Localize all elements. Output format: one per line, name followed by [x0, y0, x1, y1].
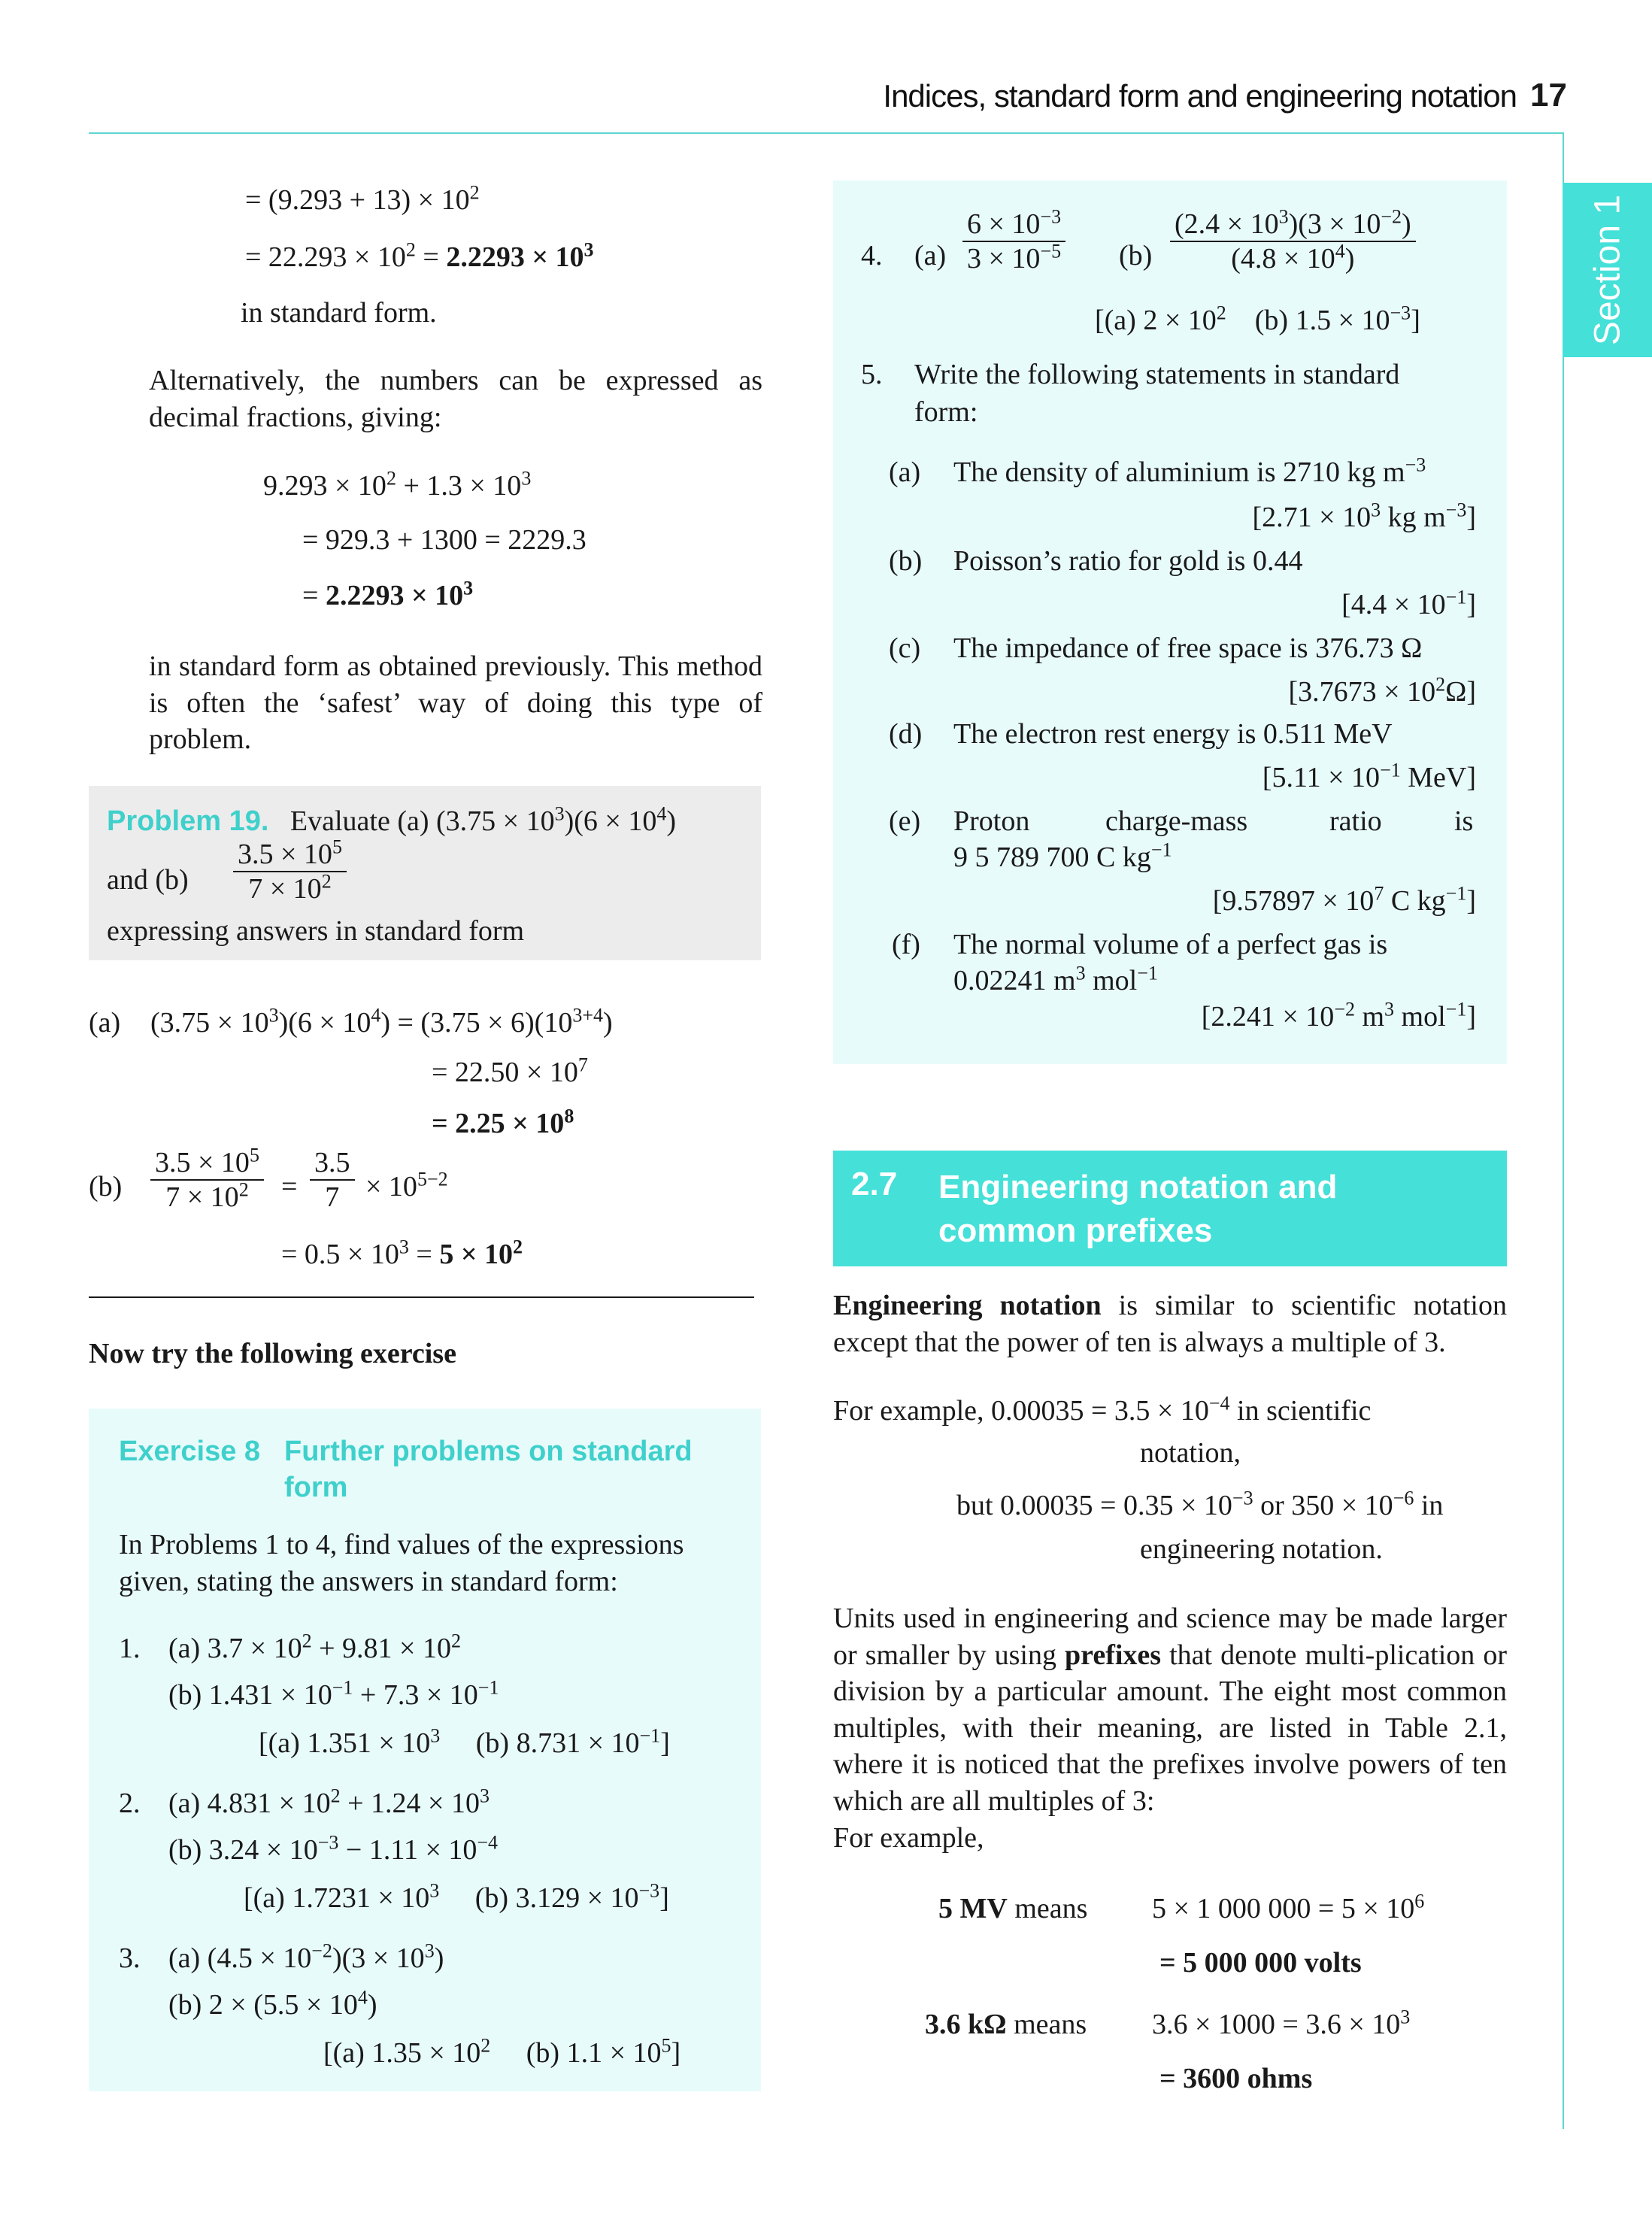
example-line: For example, $0.00035 = 3.5 \times 10^{-4}$ in scientific [833, 1392, 1372, 1427]
solution-b-result: = $0.5 \times 10^3 = 5 \times 10^2$ [281, 1236, 523, 1270]
item-answer: [$2.241 \times 10^{-2}$ $m^3$ mol$^{-1}$] [1201, 998, 1476, 1033]
problem-2-number: 2. [119, 1788, 141, 1819]
item-text: The electron rest energy is 0.511 MeV [953, 718, 1393, 750]
section-tab [1563, 183, 1652, 357]
item-answer: $[3.7673 \times 10^2\Omega]$ [1288, 673, 1476, 708]
exercise-intro: In Problems 1 to 4, find values of the expressions given, stating the answers in standard form: [119, 1529, 684, 1597]
solution-a-result: = $2.25 \times 10^8$ [432, 1105, 574, 1139]
item-text: 0.02241 $m^3$ mol$^{-1}$ [953, 962, 1158, 996]
solution-a-line2: = $22.50 \times 10^7$ [432, 1054, 588, 1088]
solution-b-fraction2: $\frac{3.5}{7}$ [310, 1146, 355, 1214]
problem-1-number: 1. [119, 1633, 141, 1664]
problem-label: Problem 19. [107, 805, 269, 837]
section-title: Engineering notation and common prefixes [938, 1169, 1338, 1249]
problem-2a: (a) $4.831 \times 10^2 + 1.24 \times 10^3$ [168, 1785, 490, 1819]
item-text-word: charge-mass [1105, 805, 1248, 837]
text-line: in standard form. [241, 297, 437, 329]
item-label: (f) [892, 929, 920, 960]
item-text: 9 5 789 700 C $kg^{-1}$ [953, 838, 1172, 873]
item-answer: [$5.11 \times 10^{-1}$ MeV] [1262, 759, 1476, 793]
text-line: For example, [833, 1822, 984, 1854]
example-mv-result: = 5 000 000 volts [1159, 1947, 1362, 1979]
paragraph: Engineering notation is similar to scientific notation except that the power of ten is always a multiple of 3. [833, 1290, 1507, 1358]
problem-2-answer: [(a) $1.7231 \times 10^3$ (b) $3.129 \times 10^{-3}$] [244, 1879, 669, 1914]
equation-line: = $(9.293 + 13) \times 10^2$ [245, 181, 480, 216]
solution-b-power: × $10^{5-2}$ [365, 1168, 448, 1202]
problem-fraction: $\frac{3.5 \times 10^5}{7 \times 10^2}$ [233, 838, 347, 905]
problem-5-number: 5. [861, 359, 883, 390]
problem-1b: (b) $1.431 \times 10^{-1} + 7.3 \times 10^{-1}$ [168, 1676, 499, 1711]
item-text: Poisson’s ratio for gold is 0.44 [953, 545, 1303, 577]
problem-4-answer: [(a) $2 \times 10^2$ (b) $1.5 \times 10^{-3}$] [1095, 302, 1420, 336]
item-label: (b) [889, 545, 923, 577]
solution-a-line1: $(3.75 \times 10^3)(6 \times 10^4) = (3.75 \times 6)(10^{3+4})$ [150, 1004, 613, 1039]
exercise-title-1: Further problems on standard [284, 1436, 693, 1467]
problem-3b: (b) $2 \times (5.5 \times 10^4)$ [168, 1986, 377, 2021]
item-text-word: Proton [953, 805, 1030, 837]
page-number: 17 [1530, 77, 1567, 114]
item-label: (a) [889, 456, 921, 488]
example-mv: 5 MV means [938, 1893, 1088, 1924]
exercise-title-2: form [284, 1472, 348, 1503]
problem-4a-fraction: $\frac{6 \times 10^{-3}}{3 \times 10^{-5}}$ [962, 208, 1065, 275]
example-kohm: 3.6 kΩ means [925, 2009, 1087, 2040]
item-text-word: ratio [1329, 805, 1382, 837]
problem-tail: expressing answers in standard form [107, 915, 525, 947]
example-kohm-result: = 3600 ohms [1159, 2063, 1313, 2094]
paragraph: in standard form as obtained previously. This method is often the ‘safest’ way of doing this type of problem. [149, 650, 762, 755]
section-tab-label: Section 1 [1587, 194, 1627, 346]
paragraph: Units used in engineering and science may be made larger or smaller by using prefixes that denote multi-plication or division by a particular amount. The eight most common multiples, with their meaning, are listed in Table 2.1, where it is noticed that the prefixes involve powers of ten which are all multiples of 3: [833, 1603, 1507, 1817]
item-label: (d) [889, 718, 923, 750]
solution-b-label: (b) [89, 1171, 123, 1202]
problem-3-number: 3. [119, 1942, 141, 1974]
problem-1-answer: [(a) $1.351 \times 10^3$ (b) $8.731 \times 10^{-1}$] [259, 1724, 670, 1759]
divider [89, 1296, 754, 1298]
item-label: (c) [889, 632, 921, 664]
problem-3-answer: [(a) $1.35 \times 10^2$ (b) $1.1 \times 10^5$] [323, 2034, 681, 2069]
example-mv-eq: 5 × 1 000 $000 = 5 \times 10^6$ [1152, 1890, 1425, 1924]
section-heading [833, 1151, 1507, 1266]
problem-4a-label: (a) [914, 240, 947, 271]
problem-4-number: 4. [861, 240, 883, 271]
equation-line: = 929.3 + 1300 = 2229.3 [302, 524, 587, 556]
problem-4b-fraction: $\frac{(2.4 \times 10^3)(3 \times 10^{-2})}{(4.8 \times 10^4)}$ [1170, 208, 1416, 275]
item-text: The density of aluminium is 2710 kg $m^{-3}$ [953, 453, 1426, 488]
problem-4b-label: (b) [1119, 240, 1153, 271]
section-number: 2.7 [851, 1166, 898, 1202]
example-line: but $0.00035 = 0.35 \times 10^{-3}$ or $350 \times 10^{-6}$ in [956, 1487, 1444, 1521]
item-answer: $[4.4 \times 10^{-1}]$ [1341, 586, 1476, 620]
problem-1a: (a) $3.7 \times 10^2 + 9.81 \times 10^2$ [168, 1630, 461, 1664]
problem-3a: (a) $(4.5 \times 10^{-2})(3 \times 10^3)$ [168, 1939, 444, 1974]
item-answer: [$9.57897 \times 10^7$ C $kg^{-1}$] [1212, 882, 1476, 917]
example-line: engineering notation. [1140, 1533, 1383, 1565]
example-line: notation, [1140, 1437, 1241, 1469]
exercise-label: Exercise 8 [119, 1436, 261, 1467]
solution-b-fraction: $\frac{3.5 \times 10^5}{7 \times 10^2}$ [150, 1146, 264, 1214]
example-kohm-eq: $3.6 \times 1000 = 3.6 \times 10^3$ [1152, 2006, 1411, 2040]
item-label: (e) [889, 805, 921, 837]
now-try-heading: Now try the following exercise [89, 1338, 456, 1369]
item-text: The normal volume of a perfect gas is [953, 929, 1388, 960]
item-text-word: is [1454, 805, 1474, 837]
equation-line: = $2.2293 \times 10^3$ [302, 577, 474, 611]
problem-statement: Problem 19. Evaluate (a) $(3.75 \times 10^3)(6 \times 10^4)$ [107, 802, 677, 837]
equation-line: = $22.293 \times 10^2 = 2.2293 \times 10^3$ [245, 238, 594, 273]
problem-2b: (b) $3.24 \times 10^{-3} - 1.11 \times 10^{-4}$ [168, 1831, 499, 1866]
equation-line: $9.293 \times 10^2 + 1.3 \times 10^3$ [263, 467, 532, 502]
item-text: The impedance of free space is 376.73 Ω [953, 632, 1423, 664]
margin-rule [1563, 132, 1564, 2129]
problem-and-b: and (b) [107, 864, 189, 896]
problem-5-intro-1: Write the following statements in standard [914, 359, 1400, 390]
solution-a-label: (a) [89, 1007, 121, 1039]
header-rule [89, 132, 1563, 134]
item-answer: [$2.71 \times 10^3$ kg $m^{-3}$] [1252, 499, 1476, 533]
paragraph: Alternatively, the numbers can be expressed as decimal fractions, giving: [149, 365, 762, 433]
running-title: Indices, standard form and engineering notation [883, 78, 1517, 114]
equals-sign: = [281, 1171, 298, 1202]
problem-5-intro-2: form: [914, 396, 978, 428]
